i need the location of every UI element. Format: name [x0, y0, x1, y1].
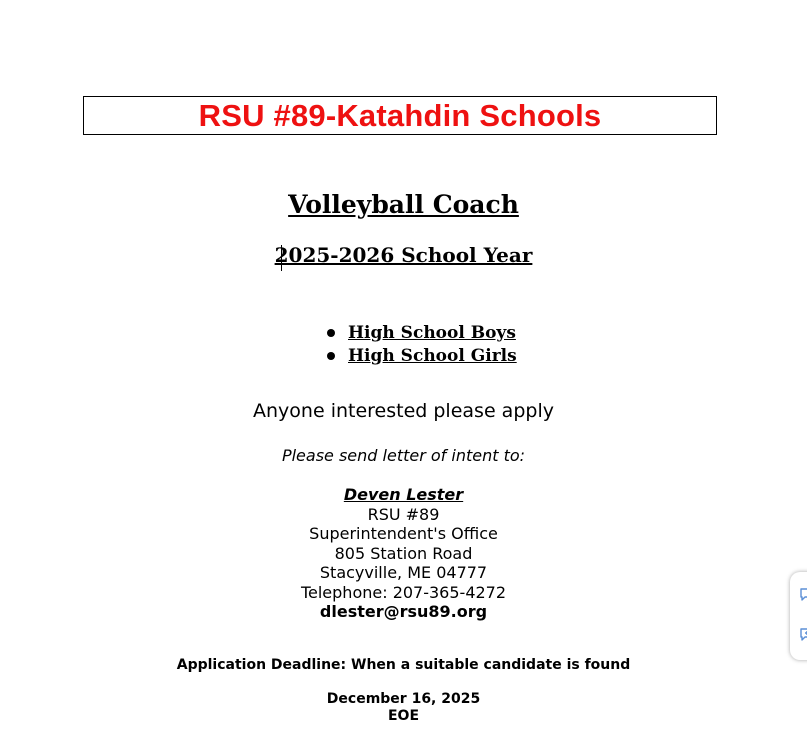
contact-email: dlester@rsu89.org: [319, 602, 488, 621]
team-label-girls: High School Girls: [348, 345, 517, 366]
comment-add-icon[interactable]: [800, 628, 807, 642]
contact-name: Deven Lester: [343, 485, 464, 504]
contact-city: Stacyville, ME 04777: [319, 563, 488, 582]
team-label-boys: High School Boys: [348, 322, 516, 343]
apply-line: Anyone interested please apply: [253, 400, 554, 422]
bullet-icon: [327, 352, 335, 360]
contact-office: Superintendent's Office: [309, 524, 498, 543]
posting-date-block: [0, 691, 807, 725]
team-list: [323, 321, 517, 367]
comments-side-panel: [790, 572, 807, 660]
comment-icon[interactable]: [800, 588, 807, 602]
job-title: Volleyball Coach: [288, 190, 519, 219]
send-line: Please send letter of intent to:: [281, 446, 526, 465]
contact-block: [0, 485, 807, 622]
list-item: [323, 321, 517, 344]
bullet-icon: [327, 329, 335, 337]
banner-title: RSU #89-Katahdin Schools: [198, 97, 602, 133]
contact-street: 805 Station Road: [334, 543, 473, 563]
application-deadline: Application Deadline: When a suitable candidate is found: [176, 657, 631, 673]
list-item: [323, 344, 517, 367]
posting-date: December 16, 2025: [326, 691, 481, 707]
contact-org: RSU #89: [367, 504, 440, 524]
school-banner: [83, 96, 717, 135]
contact-phone: Telephone: 207-365-4272: [300, 582, 507, 602]
school-year: 2025-2026 School Year: [274, 243, 533, 267]
eoe-label: EOE: [387, 708, 420, 724]
